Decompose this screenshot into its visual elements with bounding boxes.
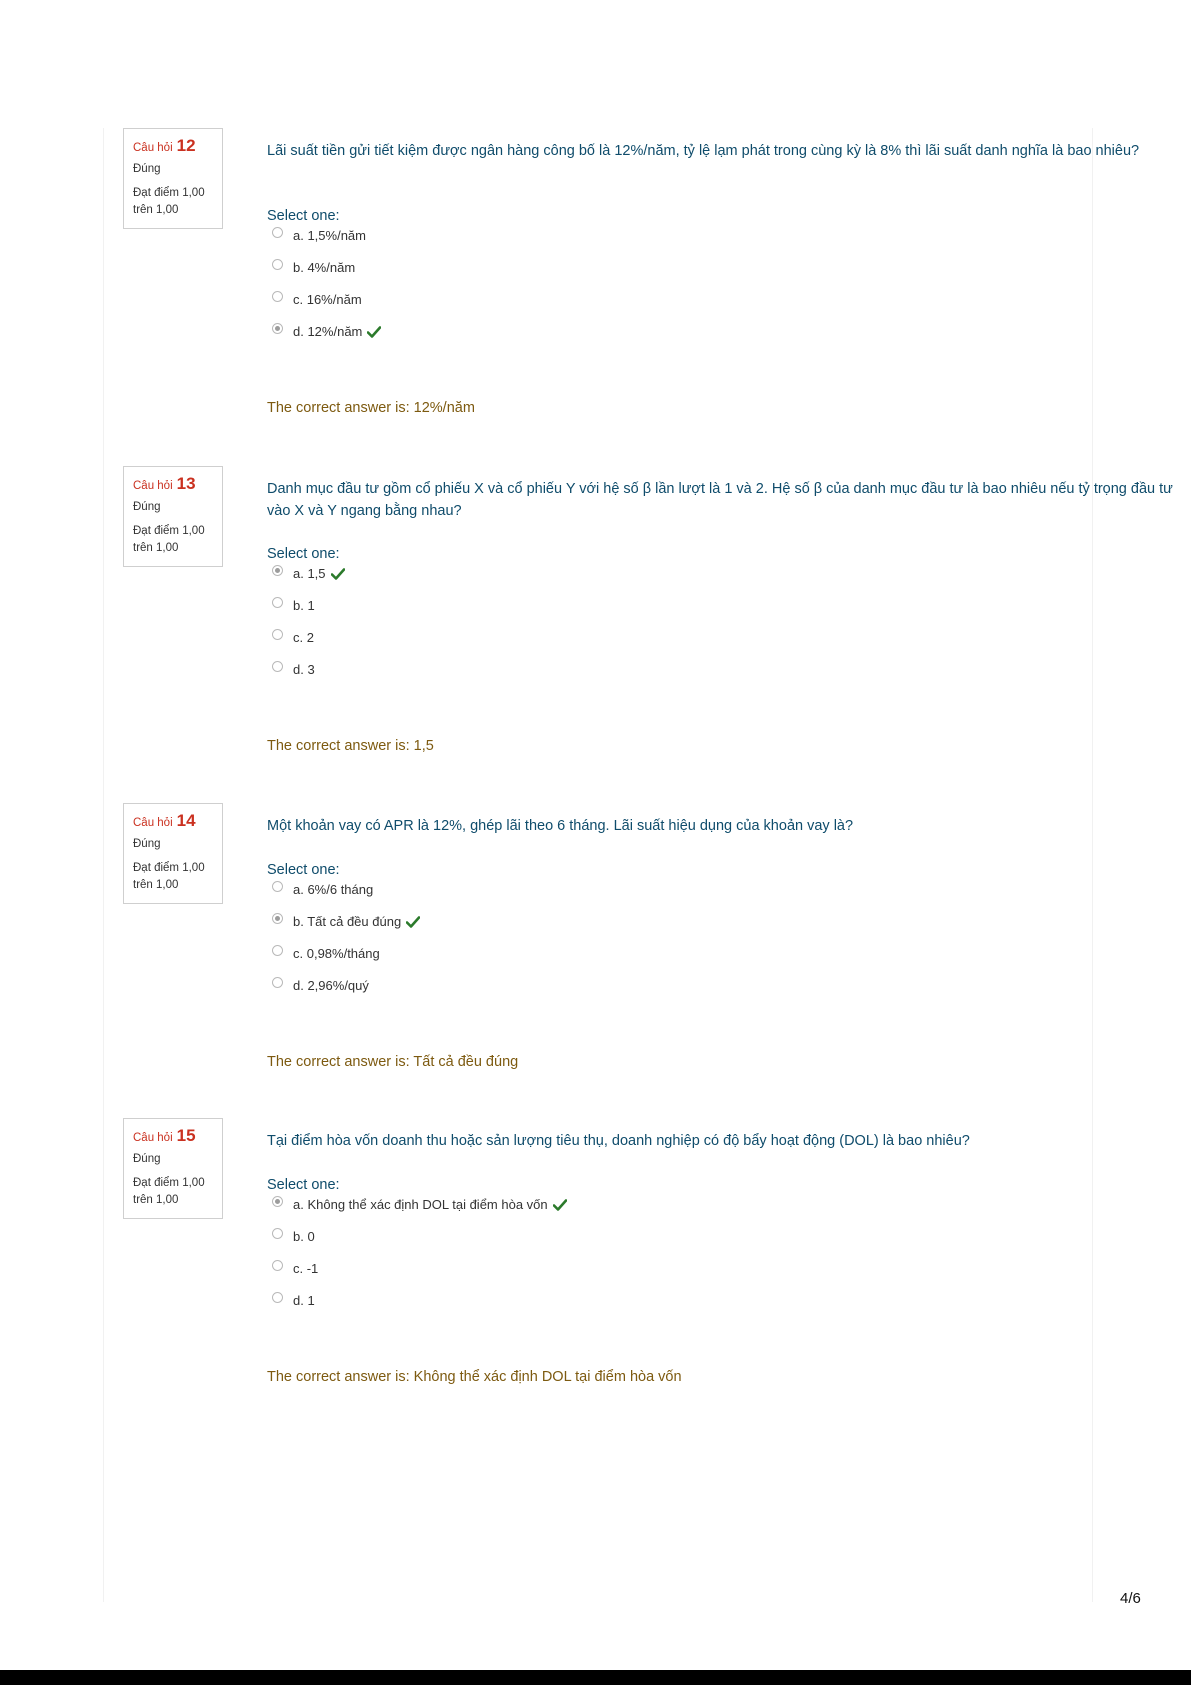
answer-radio[interactable] <box>272 1228 283 1239</box>
question-number-label: Câu hỏi <box>133 1132 173 1144</box>
answer-option[interactable] <box>272 912 420 930</box>
grade-line: Đạt điểm 1,00 <box>133 525 205 537</box>
question-grade <box>133 1175 214 1209</box>
page-number: 4/6 <box>1120 1590 1141 1607</box>
question-text: Lãi suất tiền gửi tiết kiệm được ngân hàng công bố là 12%/năm, tỷ lệ lạm phát trong cùng kỳ là 8% thì lãi suất danh nghĩa là bao nhiêu? <box>267 143 1140 159</box>
question-number-label: Câu hỏi <box>133 142 173 154</box>
question-grade <box>133 185 214 219</box>
answer-option[interactable] <box>272 1195 567 1213</box>
grade-line: Đạt điểm 1,00 <box>133 862 205 874</box>
answer-option[interactable] <box>272 944 380 962</box>
question-text: Một khoản vay có APR là 12%, ghép lãi theo 6 tháng. Lãi suất hiệu dụng của khoản vay là? <box>267 818 854 834</box>
answer-option[interactable] <box>272 322 381 340</box>
answer-option[interactable] <box>272 1259 318 1277</box>
grade-line: Đạt điểm 1,00 <box>133 1177 205 1189</box>
answer-label: b. 4%/năm <box>293 259 356 275</box>
answer-radio[interactable] <box>272 661 283 672</box>
answer-label: c. 2 <box>293 629 314 645</box>
answer-option[interactable] <box>272 1227 315 1245</box>
answer-radio[interactable] <box>272 629 283 640</box>
answer-radio[interactable] <box>272 597 283 608</box>
answer-radio[interactable] <box>272 1260 283 1271</box>
grade-line: Đạt điểm 1,00 <box>133 187 205 199</box>
question-block <box>123 466 1173 796</box>
question-number <box>133 1126 214 1146</box>
answer-label: c. 16%/năm <box>293 291 362 307</box>
answer-label: d. 2,96%/quý <box>293 977 369 993</box>
answer-label: a. 6%/6 tháng <box>293 881 374 897</box>
question-block <box>123 1118 1063 1448</box>
answer-option[interactable] <box>272 226 366 244</box>
question-state: Đúng <box>133 838 161 850</box>
answer-radio[interactable] <box>272 1196 283 1207</box>
answer-option[interactable] <box>272 596 315 614</box>
answer-radio[interactable] <box>272 977 283 988</box>
question-info <box>123 1118 223 1219</box>
answer-label: d. 1 <box>293 1292 315 1308</box>
check-icon <box>367 325 381 337</box>
answer-label: b. 1 <box>293 597 315 613</box>
grade-line: trên 1,00 <box>133 879 179 891</box>
answer-radio[interactable] <box>272 1292 283 1303</box>
correct-answer-feedback: The correct answer is: Tất cả đều đúng <box>267 1054 519 1070</box>
answer-option[interactable] <box>272 660 315 678</box>
answer-radio[interactable] <box>272 291 283 302</box>
select-one-prompt: Select one: <box>267 1177 340 1193</box>
answer-label: a. Không thể xác định DOL tại điểm hòa vốn <box>293 1196 548 1212</box>
answer-radio[interactable] <box>272 913 283 924</box>
question-number <box>133 811 214 831</box>
grade-line: trên 1,00 <box>133 204 179 216</box>
answer-label: c. -1 <box>293 1260 319 1276</box>
question-block <box>123 128 1140 458</box>
answer-label: d. 3 <box>293 661 315 677</box>
question-info <box>123 128 223 229</box>
question-grade <box>133 860 214 894</box>
grade-line: trên 1,00 <box>133 1194 179 1206</box>
answer-radio[interactable] <box>272 259 283 270</box>
question-number-value: 14 <box>176 811 196 830</box>
question-number <box>133 474 214 494</box>
question-info <box>123 466 223 567</box>
answer-label: c. 0,98%/tháng <box>293 945 380 961</box>
question-number <box>133 136 214 156</box>
answer-radio[interactable] <box>272 565 283 576</box>
answer-radio[interactable] <box>272 945 283 956</box>
grade-line: trên 1,00 <box>133 542 179 554</box>
correct-answer-feedback: The correct answer is: Không thể xác định DOL tại điểm hòa vốn <box>267 1369 682 1385</box>
answer-option[interactable] <box>272 628 314 646</box>
question-state: Đúng <box>133 163 161 175</box>
select-one-prompt: Select one: <box>267 862 340 878</box>
check-icon <box>331 567 345 579</box>
question-number-value: 15 <box>176 1126 196 1145</box>
select-one-prompt: Select one: <box>267 208 340 224</box>
answer-option[interactable] <box>272 564 345 582</box>
answer-label: d. 12%/năm <box>293 323 363 339</box>
answer-option[interactable] <box>272 976 369 994</box>
question-number-label: Câu hỏi <box>133 817 173 829</box>
answer-label: a. 1,5 <box>293 565 326 581</box>
question-state: Đúng <box>133 1153 161 1165</box>
answer-label: a. 1,5%/năm <box>293 227 366 243</box>
answer-radio[interactable] <box>272 323 283 334</box>
answer-option[interactable] <box>272 290 362 308</box>
answer-radio[interactable] <box>272 227 283 238</box>
answer-label: b. 0 <box>293 1228 315 1244</box>
question-text: Danh mục đầu tư gồm cổ phiếu X và cổ phiếu Y với hệ số β lần lượt là 1 và 2. Hệ số β của danh mục đầu tư là bao nhiêu nếu tỷ trọng đầu tư vào X và Y ngang bằng nhau? <box>267 481 1173 519</box>
check-icon <box>406 915 420 927</box>
bottom-bar <box>0 1670 1191 1685</box>
correct-answer-feedback: The correct answer is: 12%/năm <box>267 400 475 416</box>
question-number-label: Câu hỏi <box>133 480 173 492</box>
check-icon <box>553 1198 567 1210</box>
answer-radio[interactable] <box>272 881 283 892</box>
question-block <box>123 803 1063 1133</box>
correct-answer-feedback: The correct answer is: 1,5 <box>267 738 434 754</box>
select-one-prompt: Select one: <box>267 546 340 562</box>
question-grade <box>133 523 214 557</box>
answer-option[interactable] <box>272 258 355 276</box>
question-state: Đúng <box>133 501 161 513</box>
question-info <box>123 803 223 904</box>
question-number-value: 12 <box>176 136 196 155</box>
question-number-value: 13 <box>176 474 196 493</box>
answer-option[interactable] <box>272 1291 315 1309</box>
answer-option[interactable] <box>272 880 373 898</box>
answer-label: b. Tất cả đều đúng <box>293 913 402 929</box>
question-text: Tại điểm hòa vốn doanh thu hoặc sản lượng tiêu thụ, doanh nghiệp có độ bẩy hoạt động (DOL) là bao nhiêu? <box>267 1133 970 1149</box>
